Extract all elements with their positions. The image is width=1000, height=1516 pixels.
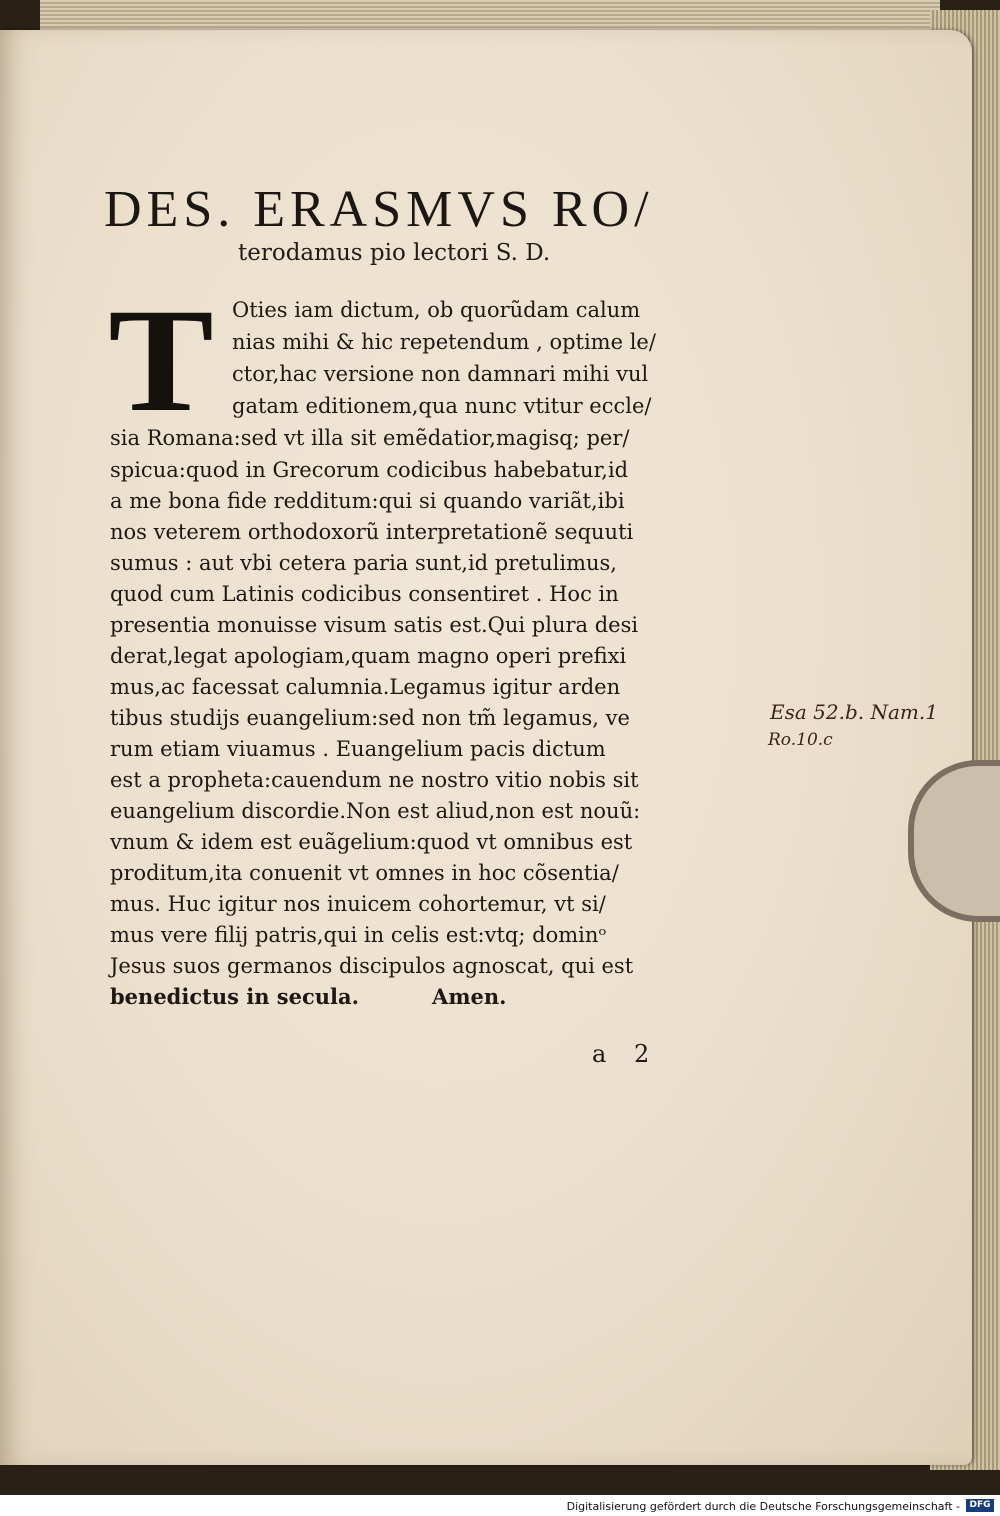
text-line: a me bona fide redditum:qui si quando variãt,ibi [110,489,625,513]
page-heading: DES. ERASMVS RO/ [104,181,654,238]
signature-mark: a 2 [592,1040,660,1068]
text-line: sumus : aut vbi cetera paria sunt,id pretulimus, [110,551,617,575]
text-line: sia Romana:sed vt illa sit emẽdatior,magisq; per/ [110,426,630,450]
text-line: presentia monuisse visum satis est.Qui plura desi [110,613,639,637]
dfg-logo: DFG [966,1499,994,1512]
text-line: mus,ac facessat calumnia.Legamus igitur arden [110,675,621,699]
text-line: Oties iam dictum, ob quorũdam calum [232,298,641,322]
digitization-credit: Digitalisierung gefördert durch die Deutsche Forschungsgemeinschaft - [566,1500,960,1513]
text-line: gatam editionem,qua nunc vtitur eccle/ [232,394,652,418]
text-line: ctor,hac versione non damnari mihi vul [232,362,649,386]
margin-note: Esa 52.b. Nam.1 [770,700,938,724]
text-line: nos veterem orthodoxorũ interpretationẽ sequuti [110,520,634,544]
page-subheading: terodamus pio lectori S. D. [238,240,551,266]
margin-note: Ro.10.c [768,730,833,750]
text-line: spicua:quod in Grecorum codicibus habebatur,id [110,458,629,482]
text-line: nias mihi & hic repetendum , optime le/ [232,330,656,354]
text-line: derat,legat apologiam,quam magno operi prefixi [110,644,627,668]
text-line: rum etiam viuamus . Euangelium pacis dictum [110,737,606,761]
text-line: tibus studijs euangelium:sed non tm̃ legamus, ve [110,706,630,730]
drop-cap-initial: T [108,278,214,443]
text-line: est a propheta:cauendum ne nostro vitio nobis sit [110,768,639,792]
text-line: quod cum Latinis codicibus consentiret . Hoc in [110,582,619,606]
text-line: Jesus suos germanos discipulos agnoscat, qui est [110,954,634,978]
text-line: euangelium discordie.Non est aliud,non est nouũ: [110,799,641,823]
text-line: vnum & idem est euãgelium:quod vt omnibus est [110,830,633,854]
text-line: mus vere filij patris,qui in celis est:vtq; dominᵒ [110,923,607,947]
text-line: mus. Huc igitur nos inuicem cohortemur, vt si/ [110,892,606,916]
text-line: benedictus in secula. Amen. [110,984,507,1009]
text-line: proditum,ita conuenit vt omnes in hoc cõsentia/ [110,861,619,885]
